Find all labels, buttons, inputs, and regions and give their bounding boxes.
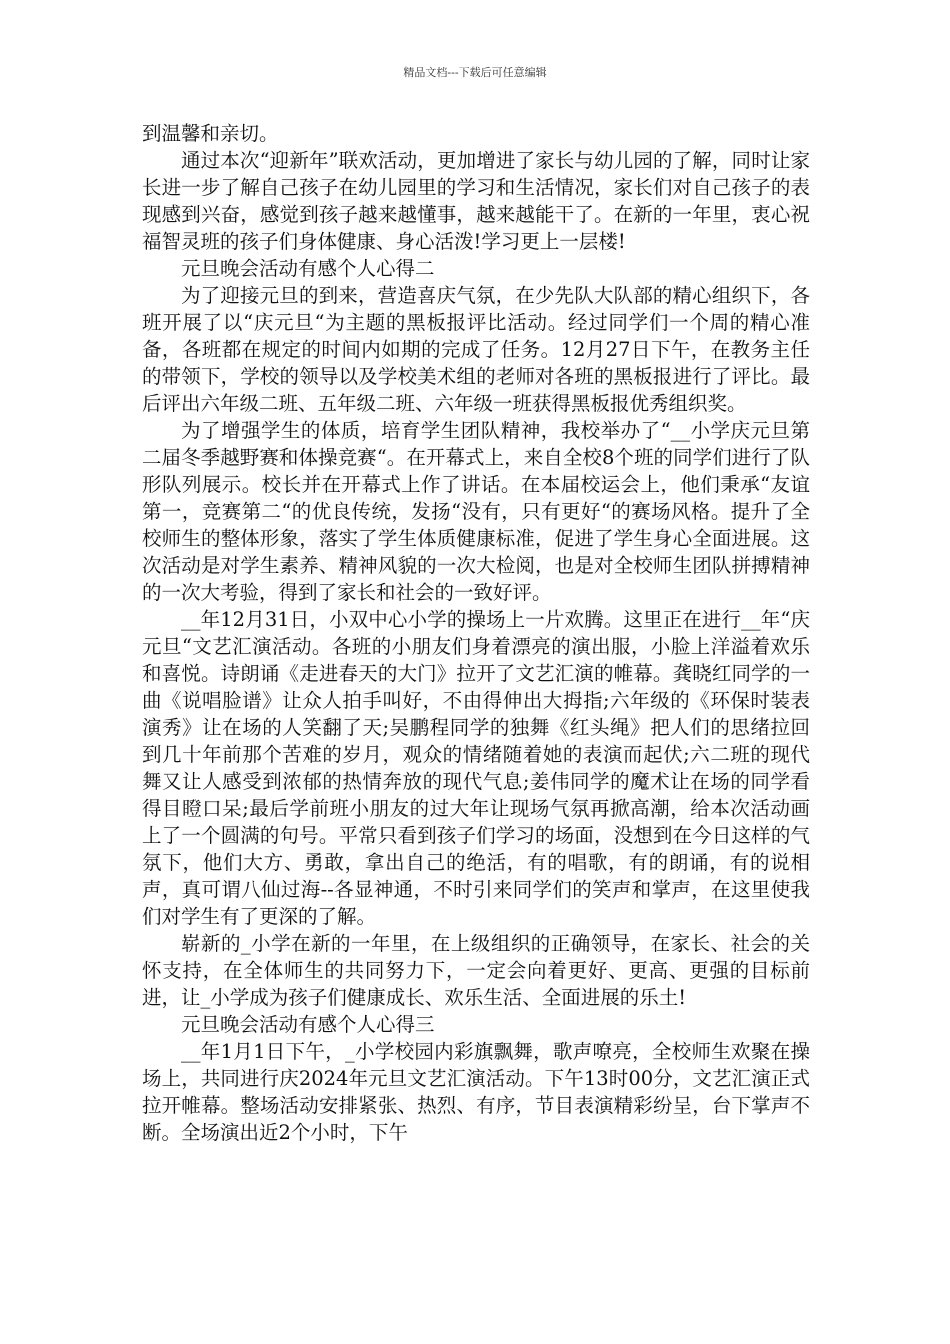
paragraph: 为了增强学生的体质，培育学生团队精神，我校举办了“__小学庆元旦第二届冬季越野赛和体操竞赛“。在开幕式上，来自全校8个班的同学们进行了队形队列展示。校长并在开幕式上作了讲话。在本届校运会上，他们秉承“友谊第一，竞赛第二“的优良传统，发扬“没有，只有更好“的赛场风格。提升了全校师生的整体形象，落实了学生体质健康标准，促进了学生身心全面进展。这次活动是对学生素养、精神风貌的一次大检阅，也是对全校师生团队拼搏精神的一次大考验，得到了家长和社会的一致好评。 <box>142 419 810 604</box>
section-heading: 元旦晚会活动有感个人心得二 <box>181 257 435 280</box>
paragraph: __年1月1日下午，_小学校园内彩旗飘舞，歌声嘹亮，全校师生欢聚在操场上，共同进行庆2024年元旦文艺汇演活动。下午13时00分，文艺汇演正式拉开帷幕。整场活动安排紧张、热烈、有序，节目表演精彩纷呈，台下掌声不断。全场演出近2个小时，下午 <box>142 1040 810 1144</box>
paragraph-continuation: 到温馨和亲切。 <box>142 122 279 145</box>
paragraph: 通过本次“迎新年”联欢活动，更加增进了家长与幼儿园的了解，同时让家长进一步了解自己孩子在幼儿园里的学习和生活情况，家长们对自己孩子的表现感到兴奋，感觉到孩子越来越懂事，越来越能干了。在新的一年里，衷心祝福智灵班的孩子们身体健康、身心活泼!学习更上一层楼! <box>142 149 810 253</box>
page-header: 精品文档---下载后可任意编辑 <box>403 66 547 79</box>
paragraph: __年12月31日，小双中心小学的操场上一片欢腾。这里正在进行__年“庆元旦“文艺汇演活动。各班的小朋友们身着漂亮的演出服，小脸上洋溢着欢乐和喜悦。诗朗诵《走进春天的大门》拉开了文艺汇演的帷幕。龚晓红同学的一曲《说唱脸谱》让众人拍手叫好，不由得伸出大拇指;六年级的《环保时装表演秀》让在场的人笑翻了天;吴鹏程同学的独舞《红头绳》把人们的思绪拉回到几十年前那个苦难的岁月，观众的情绪随着她的表演而起伏;六二班的现代舞又让人感受到浓郁的热情奔放的现代气息;姜伟同学的魔术让在场的同学看得目瞪口呆;最后学前班小朋友的过大年让现场气氛再掀高潮，给本次活动画上了一个圆满的句号。平常只看到孩子们学习的场面，没想到在今日这样的气氛下，他们大方、勇敢，拿出自己的绝活，有的唱歌，有的朗诵，有的说相声，真可谓八仙过海--各显神通，不时引来同学们的笑声和掌声，在这里使我们对学生有了更深的了解。 <box>142 608 810 928</box>
document-body <box>142 120 810 1146</box>
paragraph: 崭新的_小学在新的一年里，在上级组织的正确领导，在家长、社会的关怀支持，在全体师生的共同努力下，一定会向着更好、更高、更强的目标前进，让_小学成为孩子们健康成长、欢乐生活、全面进展的乐土! <box>142 932 810 1009</box>
section-heading: 元旦晚会活动有感个人心得三 <box>181 1013 435 1036</box>
paragraph: 为了迎接元旦的到来，营造喜庆气氛，在少先队大队部的精心组织下，各班开展了以“庆元旦“为主题的黑板报评比活动。经过同学们一个周的精心准备，各班都在规定的时间内如期的完成了任务。12月27日下午，在教务主任的带领下，学校的领导以及学校美术组的老师对各班的黑板报进行了评比。最后评出六年级二班、五年级二班、六年级一班获得黑板报优秀组织奖。 <box>142 284 810 415</box>
